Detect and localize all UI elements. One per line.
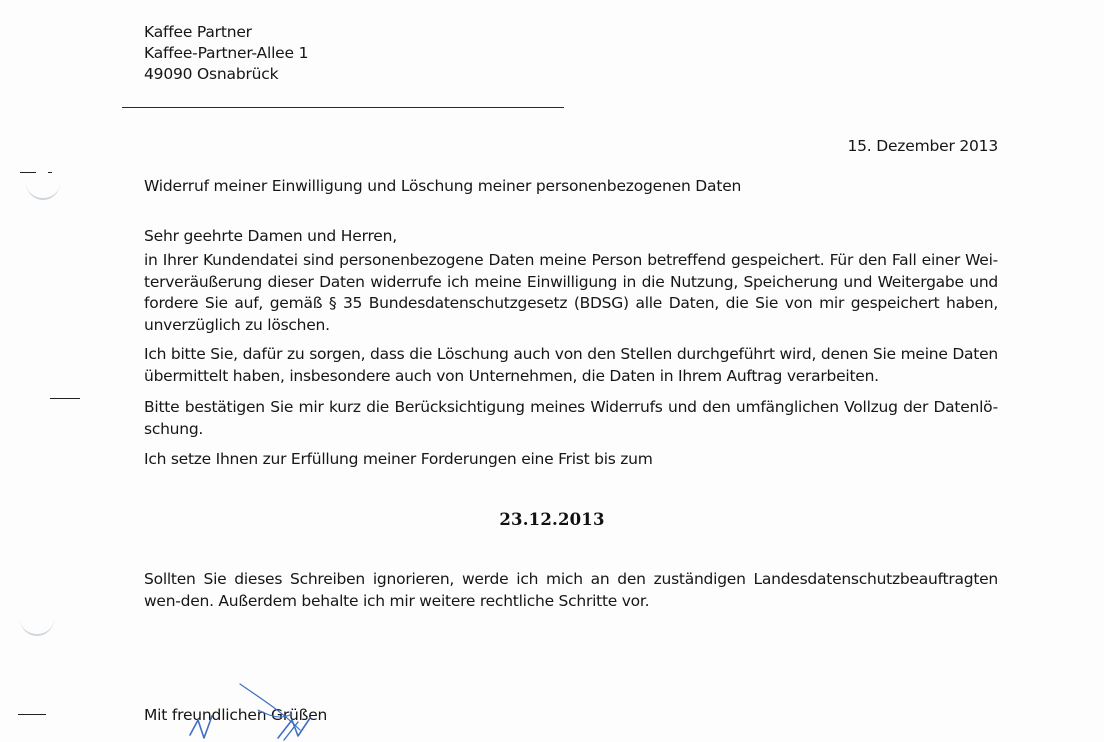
closing-paragraph: Sollten Sie dieses Schreiben ignorieren, werde ich mich an den zuständigen Landesdatenschutzbeauftragten wen-den. Außerdem behalte ich mir weitere rechtliche Schritte vor. bbox=[144, 570, 998, 610]
salutation: Sehr geehrte Damen und Herren, bbox=[144, 227, 397, 245]
letter-date: 15. Dezember 2013 bbox=[847, 137, 998, 155]
sender-city: 49090 Osnabrück bbox=[144, 65, 279, 83]
fold-mark-top bbox=[20, 172, 36, 173]
punch-hole-top bbox=[26, 176, 60, 200]
punch-hole-bottom bbox=[20, 612, 54, 636]
body-paragraph-3: Bitte bestätigen Sie mir kurz die Berücksichtigung meines Widerrufs und den umfänglichen Vollzug der Datenlö-schung. bbox=[144, 398, 998, 438]
fold-mark-dot bbox=[48, 172, 52, 173]
sender-street: Kaffee-Partner-Allee 1 bbox=[144, 44, 309, 62]
sender-name: Kaffee Partner bbox=[144, 23, 252, 41]
deadline-date: 23.12.2013 bbox=[499, 510, 605, 529]
closing-greeting: Mit freundlichen Grüßen bbox=[144, 706, 328, 724]
signature-image bbox=[180, 680, 340, 742]
address-separator-line bbox=[122, 107, 564, 108]
letter-subject: Widerruf meiner Einwilligung und Löschung meiner personenbezogenen Daten bbox=[144, 177, 742, 195]
body-paragraph-2: Ich bitte Sie, dafür zu sorgen, dass die Löschung auch von den Stellen durchgeführt wird, denen Sie meine Daten übermittelt haben, insbesondere auch von Unternehmen, die Daten in Ihrem Auftrag verarbeiten. bbox=[144, 345, 998, 385]
fold-mark-middle bbox=[50, 398, 80, 399]
body-paragraph-4: Ich setze Ihnen zur Erfüllung meiner Forderungen eine Frist bis zum bbox=[144, 450, 653, 468]
fold-mark-bottom bbox=[18, 714, 46, 715]
body-paragraph-1: in Ihrer Kundendatei sind personenbezogene Daten meine Person betreffend gespeichert. Für den Fall einer Wei-terveräußerung dieser Daten widerrufe ich meine Einwilligung in die Nutzung, Speicherung und Weitergabe und fordere Sie auf, gemäß § 35 Bundesdatenschutzgesetz (BDSG) alle Daten, die Sie von mir gespeichert haben, unverzüglich zu löschen. bbox=[144, 251, 998, 334]
